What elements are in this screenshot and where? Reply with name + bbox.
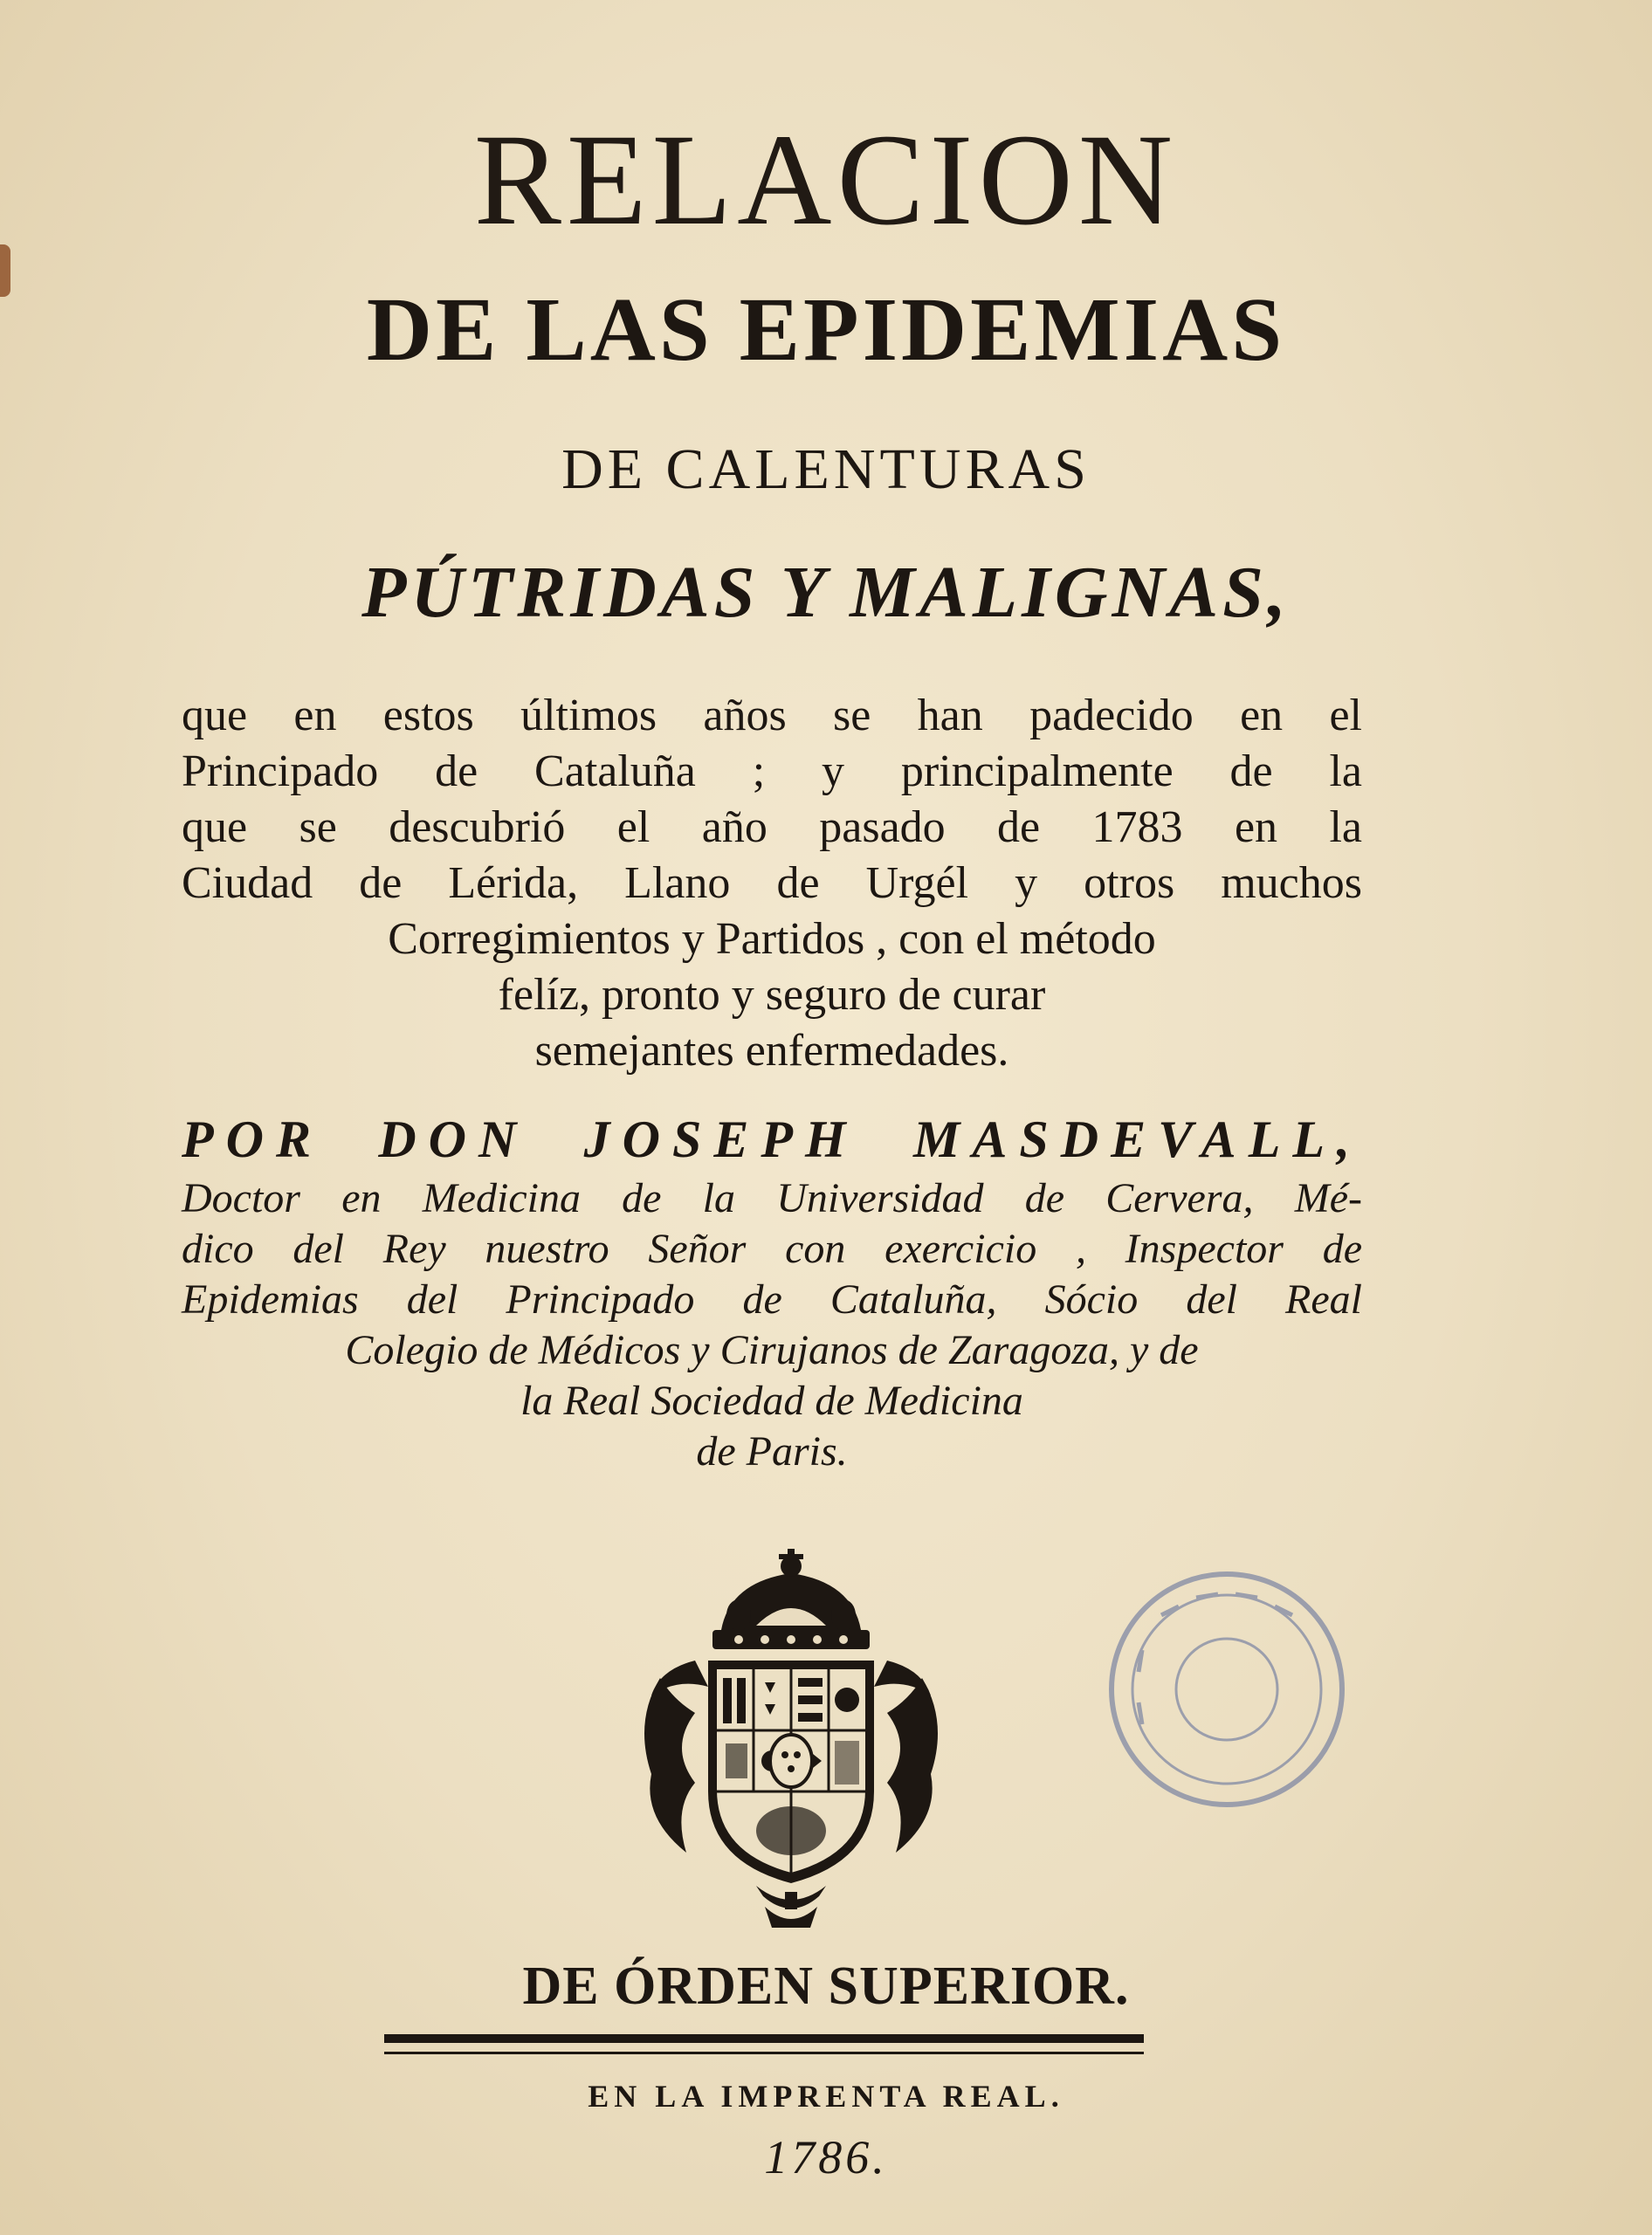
- title-line-4: PÚTRIDAS Y MALIGNAS,: [361, 552, 1291, 633]
- description-line: felíz, pronto y seguro de curar: [498, 970, 1046, 1020]
- author-credential-line: Epidemias del Principado de Cataluña, Sócio del Real: [182, 1276, 1362, 1323]
- description-line: Principado de Cataluña ; y principalmente de la: [182, 746, 1362, 796]
- divider-rule: [384, 2034, 1144, 2043]
- description-line: semejantes enfermedades.: [534, 1026, 1009, 1076]
- author-credential-line: dico del Rey nuestro Señor con exercicio , Inspector de: [182, 1226, 1362, 1272]
- library-stamp-icon: [1100, 1563, 1353, 1816]
- description-line: que se descubrió el año pasado de 1783 en la: [182, 802, 1362, 852]
- author-block: [182, 1111, 1362, 1477]
- divider-rule-thin: [384, 2052, 1144, 2054]
- publication-year: 1786.: [764, 2131, 888, 2183]
- subtitle-description: [182, 688, 1362, 1079]
- author-credential-line: la Real Sociedad de Medicina: [520, 1378, 1023, 1424]
- press-line: EN LA IMPRENTA REAL.: [588, 2079, 1064, 2114]
- description-line: que en estos últimos años se han padecido en el: [182, 691, 1362, 740]
- description-line: Ciudad de Lérida, Llano de Urgél y otros muchos: [182, 858, 1362, 908]
- author-name: POR DON JOSEPH MASDEVALL,: [182, 1111, 1362, 1168]
- title-line-2: DE LAS EPIDEMIAS: [366, 279, 1286, 380]
- title-line-1: RELACION: [473, 107, 1179, 252]
- order-line: DE ÓRDEN SUPERIOR.: [522, 1956, 1130, 2016]
- title-line-3: DE CALENTURAS: [561, 437, 1091, 501]
- author-credential-line: de Paris.: [696, 1428, 848, 1475]
- author-credential-line: Doctor en Medicina de la Universidad de Cervera, Mé-: [182, 1175, 1362, 1221]
- author-credential-line: Colegio de Médicos y Cirujanos de Zaragoza, y de: [345, 1327, 1199, 1373]
- description-line: Corregimientos y Partidos , con el método: [388, 914, 1156, 964]
- royal-coat-of-arms-icon: [625, 1547, 957, 1931]
